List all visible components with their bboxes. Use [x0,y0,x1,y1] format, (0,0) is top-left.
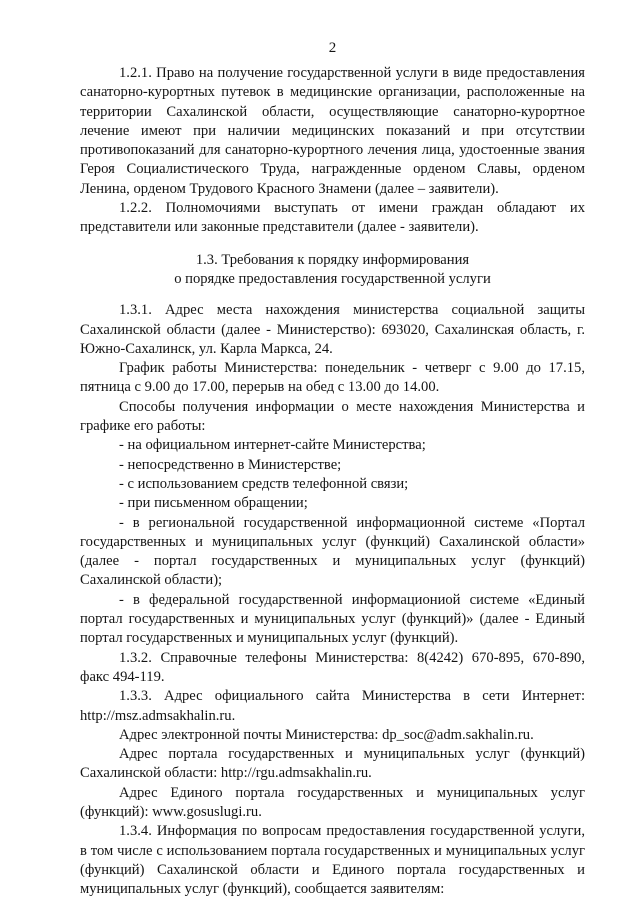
section-heading-line2: о порядке предоставления государственной услуги [174,270,491,287]
list-item-official-site: - на официальном интернет-сайте Министерства; [119,437,426,454]
paragraph-methods-intro: Способы получения информации о месте нахождения Министерства и графике его работы: [80,398,585,435]
list-item-written: - при письменном обращении; [119,495,308,512]
paragraph-regional-portal-address: Адрес портала государственных и муниципальных услуг (функций) Сахалинской области: http://rgu.admsakhalin.ru. [80,746,585,782]
paragraph-1-2-2: 1.2.2. Полномочиями выступать от имени граждан обладают их представители или законные представители (далее - заявители). [80,200,585,236]
paragraph-email: Адрес электронной почты Министерства: dp_soc@adm.sakhalin.ru. [119,726,534,743]
paragraph-schedule: График работы Министерства: понедельник - четверг с 9.00 до 17.15, пятница с 9.00 до 17.00, перерыв на обед с 13.00 до 14.00. [80,360,585,396]
list-item-phone: - с использованием средств телефонной связи; [119,475,409,492]
paragraph-federal-portal-address: Адрес Единого портала государственных и муниципальных услуг (функций): www.gosuslugi.ru. [80,784,585,820]
page-number: 2 [328,40,337,56]
list-item-regional-portal: - в региональной государственной информационной системе «Портал государственных и муниципальных услуг (функций) Сахалинской области» (далее - портал государственных и муниципальных услуг (функций) Сахалинской области); [80,514,585,589]
paragraph-1-3-3: 1.3.3. Адрес официального сайта Министерства в сети Интернет: http://msz.admsakhalin.ru. [80,688,585,724]
section-body [80,301,585,899]
paragraph-1-3-2: 1.3.2. Справочные телефоны Министерства: 8(4242) 670-895, 670-890, факс 494-119. [80,649,585,685]
paragraph-1-3-4: 1.3.4. Информация по вопросам предоставления государственной услуги, в том числе с использованием портала государственных и муниципальных услуг (функций) Сахалинской области и Единого портала государственных и муниципальных услуг (функций), сообщается заявителям: [80,823,585,898]
list-item-federal-portal: - в федеральной государственной информациониой системе «Единый портал государственных и муниципальных услуг (функций)» (далее - Единый портал государственных и муниципальных услуг (функций). [80,591,585,647]
paragraph-1-2-1: 1.2.1. Право на получение государственной услуги в виде предоставления санаторно-курортных путевок в медицинские организации, расположенные на территории Сахалинской области, осуществляющие санаторно-курортное лечение имеют при наличии медицинских показаний и при отсутствии противопоказаний для санаторно-курортного лечения лица, удостоенные звания Героя Социалистического Труда, награжденные орденом Славы, орденом Ленина, орденом Трудового Красного Знамени (далее – заявители). [80,65,585,197]
paragraph-1-3-1: 1.3.1. Адрес места нахождения министерства социальной защиты Сахалинской области (далее - Министерство): 693020, Сахалинская область, г. Южно-Сахалинск, ул. Карла Маркса, 24. [80,302,585,357]
section-heading-line1: 1.3. Требования к порядку информирования [195,251,470,268]
list-item-in-ministry: - непосредственно в Министерстве; [119,456,342,473]
